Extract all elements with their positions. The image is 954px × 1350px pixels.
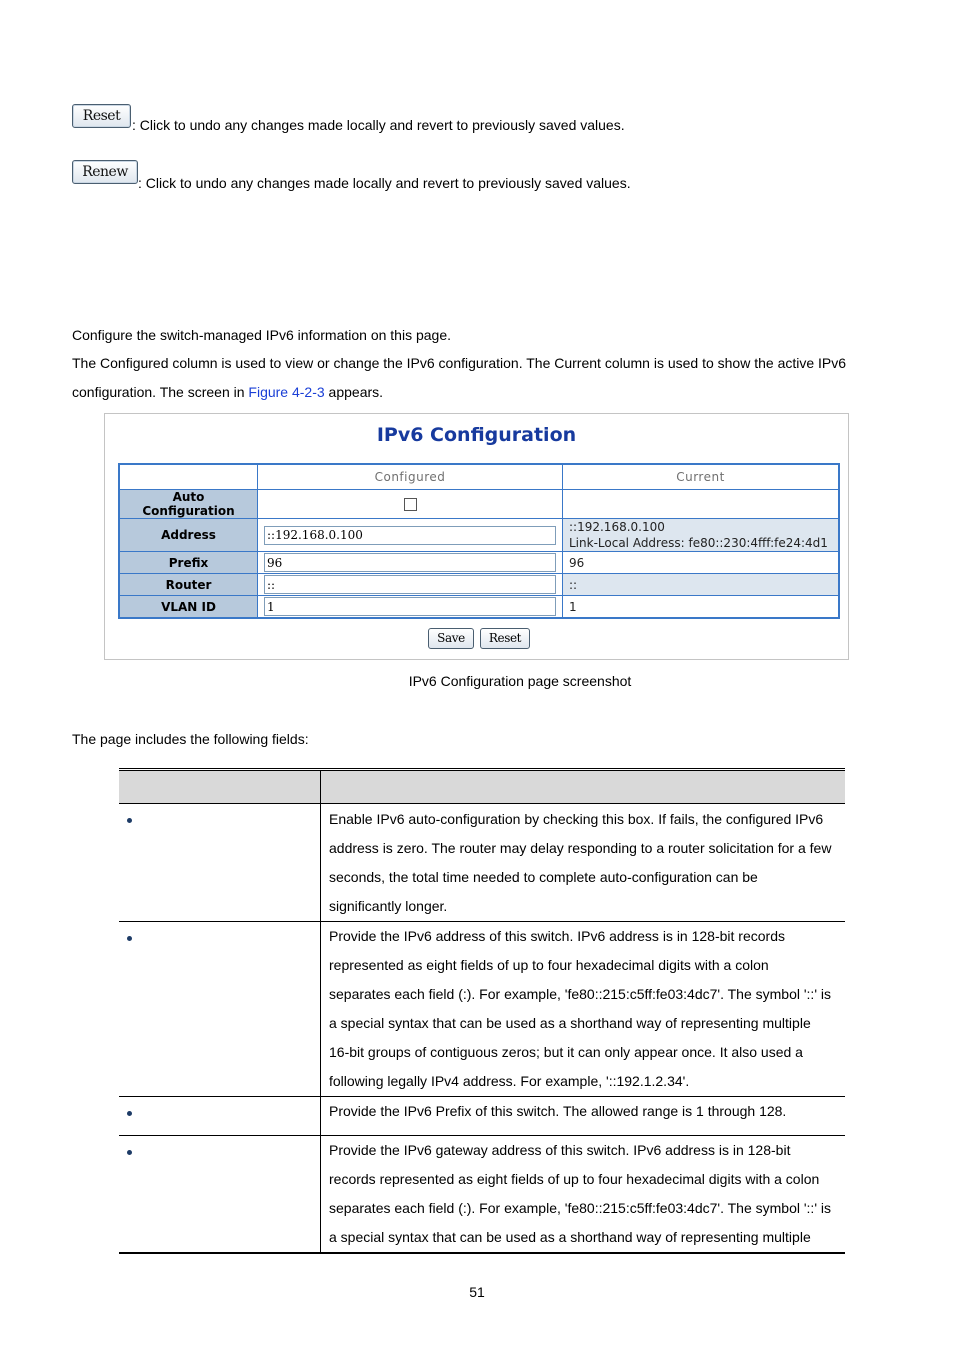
desc-line: a special syntax that can be used as a shorthand way of representing multiple	[329, 1015, 811, 1031]
desc-line: following legally IPv4 address. For example, '::192.1.2.34'.	[329, 1073, 690, 1089]
vlan-id-current: 1	[563, 596, 840, 619]
bullet-icon	[127, 818, 132, 823]
ipv6-config-screenshot	[104, 413, 849, 660]
router-input[interactable]	[264, 575, 556, 594]
fields-intro: The page includes the following fields:	[72, 731, 309, 747]
desc-line: Enable IPv6 auto-configuration by checking this box. If fails, the configured IPv6	[329, 811, 824, 827]
prefix-cell	[258, 552, 563, 574]
figure-caption: IPv6 Configuration page screenshot	[408, 673, 632, 689]
bullet-icon	[127, 1111, 132, 1116]
intro-line-1: Configure the switch-managed IPv6 information on this page.	[72, 327, 451, 343]
desc-line: address is zero. The router may delay responding to a router solicitation for a few	[329, 840, 832, 856]
desc-line: separates each field (:). For example, 'fe80::215:c5ff:fe03:4dc7'. The symbol '::' is	[329, 986, 831, 1002]
bullet-icon	[127, 1150, 132, 1155]
address-label: Address	[119, 519, 258, 552]
desc-line: Provide the IPv6 gateway address of this switch. IPv6 address is in 128-bit	[329, 1142, 791, 1158]
auto-config-checkbox[interactable]	[404, 498, 417, 511]
bullet-icon	[127, 936, 132, 941]
link-local-address: Link-Local Address: fe80::230:4fff:fe24:4d1	[569, 536, 828, 550]
renew-description: : Click to undo any changes made locally and revert to previously saved values.	[138, 175, 631, 191]
object-cell	[119, 1097, 321, 1136]
description-cell	[321, 922, 846, 1097]
router-current: ::	[563, 574, 840, 596]
table-row	[119, 804, 845, 922]
vlan-id-cell	[258, 596, 563, 619]
description-cell	[321, 1097, 846, 1136]
desc-line: 16-bit groups of contiguous zeros; but it can only appear once. It also used a	[329, 1044, 803, 1060]
desc-line: Provide the IPv6 address of this switch. IPv6 address is in 128-bit records	[329, 928, 785, 944]
desc-line: separates each field (:). For example, 'fe80::215:c5ff:fe03:4dc7'. The symbol '::' is	[329, 1200, 831, 1216]
desc-line: significantly longer.	[329, 898, 448, 914]
object-cell	[119, 1136, 321, 1254]
header-configured: Configured	[258, 464, 563, 490]
screenshot-title: IPv6 Configuration	[376, 424, 577, 446]
page-number: 51	[469, 1284, 485, 1300]
table-row	[119, 1136, 845, 1254]
fields-table	[119, 768, 845, 1254]
auto-config-current	[563, 490, 840, 519]
table-row	[119, 1097, 845, 1136]
desc-line: a special syntax that can be used as a shorthand way of representing multiple	[329, 1229, 811, 1245]
router-label: Router	[119, 574, 258, 596]
intro-line-3-pre: configuration. The screen in	[72, 384, 249, 400]
intro-line-2: The Configured column is used to view or change the IPv6 configuration. The Current column is used to show the active IPv6	[72, 355, 847, 371]
desc-line: represented as eight fields of up to four hexadecimal digits with a colon	[329, 957, 769, 973]
address-current	[563, 519, 840, 552]
desc-line: Provide the IPv6 Prefix of this switch. The allowed range is 1 through 128.	[329, 1103, 787, 1119]
vlan-id-label: VLAN ID	[119, 596, 258, 619]
header-current: Current	[563, 464, 840, 490]
object-cell	[119, 922, 321, 1097]
auto-config-label: Auto Configuration	[119, 490, 258, 519]
vlan-id-input[interactable]	[264, 597, 556, 616]
header-empty	[119, 464, 258, 490]
figure-link[interactable]: Figure 4-2-3	[248, 384, 325, 400]
desc-line: records represented as eight fields of up to four hexadecimal digits with a colon	[329, 1171, 820, 1187]
prefix-current: 96	[563, 552, 840, 574]
renew-button-image: Renew	[72, 160, 138, 184]
description-cell	[321, 1136, 846, 1254]
table-row	[119, 922, 845, 1097]
address-cell	[258, 519, 563, 552]
reset-button-image: Reset	[72, 104, 131, 128]
reset-description: : Click to undo any changes made locally and revert to previously saved values.	[132, 117, 625, 133]
auto-config-cell	[258, 490, 563, 519]
address-current-value: ::192.168.0.100	[569, 520, 665, 534]
object-cell	[119, 804, 321, 922]
reset-button[interactable]: Reset	[480, 628, 530, 649]
ipv6-config-table	[118, 463, 840, 619]
desc-line: seconds, the total time needed to complete auto-configuration can be	[329, 869, 758, 885]
table-header-description	[321, 770, 846, 804]
address-input[interactable]	[264, 526, 556, 545]
prefix-label: Prefix	[119, 552, 258, 574]
intro-line-3	[72, 378, 383, 407]
save-button[interactable]: Save	[428, 628, 474, 649]
description-cell	[321, 804, 846, 922]
table-header-object	[119, 770, 321, 804]
prefix-input[interactable]	[264, 553, 556, 572]
router-cell	[258, 574, 563, 596]
intro-line-3-post: appears.	[324, 384, 384, 400]
